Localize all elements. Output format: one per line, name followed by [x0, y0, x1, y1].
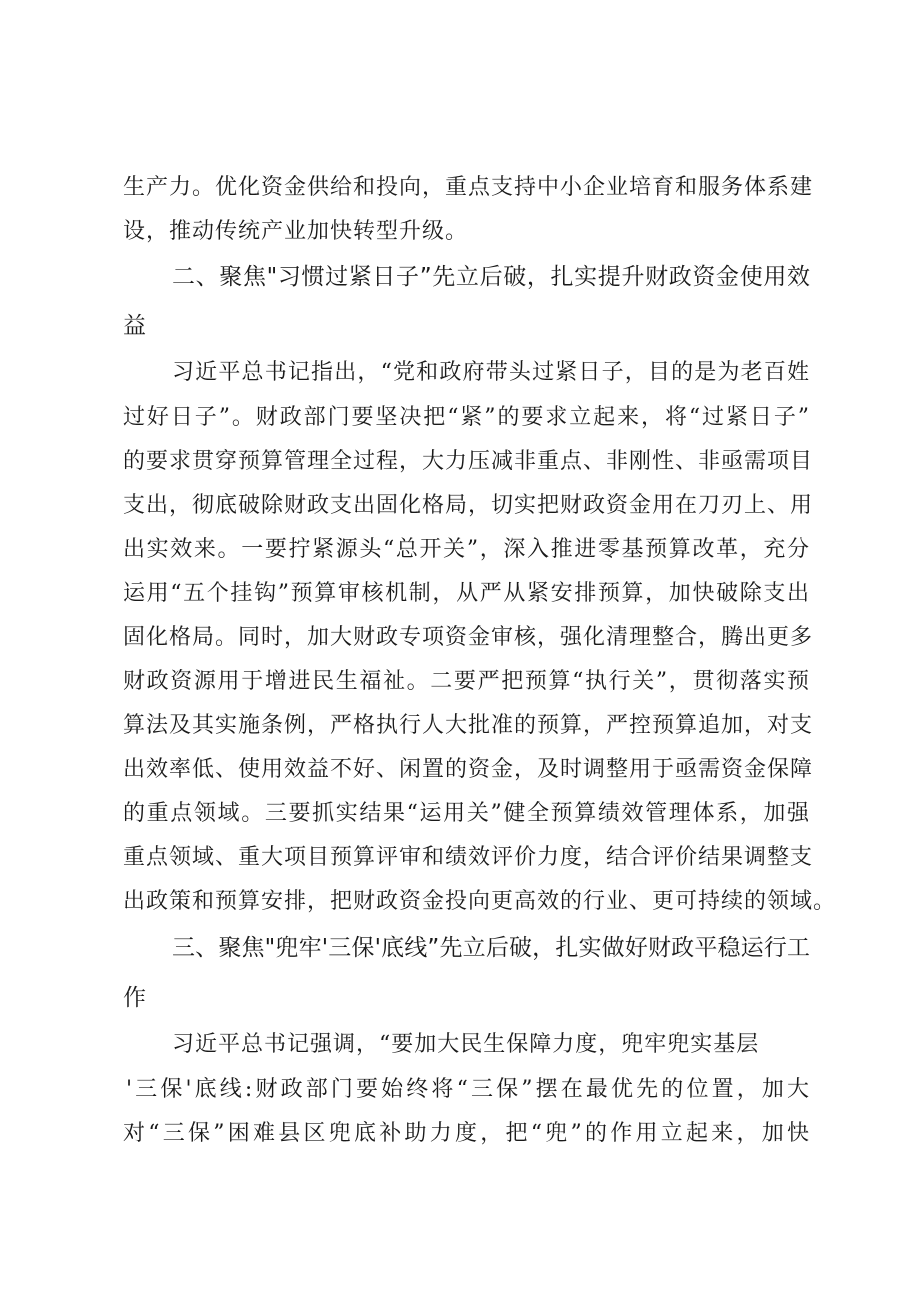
body-line-8: 运用“五个挂钩”预算审核机制，从严从紧安排预算，加快破除支出	[123, 581, 810, 606]
body-line-12: 出效率低、使用效益不好、闲置的资金，及时调整用于亟需资金保障	[123, 757, 814, 782]
body-line-10: 财政资源用于增进民生福祉。二要严把预算“执行关”，贯彻落实预	[123, 669, 810, 694]
body-line-1: 生产力。优化资金供给和投向，重点支持中小企业培育和服务体系建	[123, 175, 814, 200]
body-line-18: 对“三保”困难县区兜底补助力度，把“兜”的作用立起来，加快	[123, 1121, 810, 1146]
body-line-4: 过好日子”。财政部门要坚决把“紧”的要求立起来，将“过紧日子”	[123, 405, 810, 430]
section-heading-3-line-2: 作	[123, 985, 146, 1011]
body-line-14: 重点领域、重大项目预算评审和绩效评价力度，结合评价结果调整支	[123, 845, 814, 870]
body-line-11: 算法及其实施条例，严格执行人大批准的预算，严控预算追加，对支	[123, 713, 814, 738]
body-line-16: 习近平总书记强调，“要加大民生保障力度，兜牢兜实基层	[172, 1032, 760, 1057]
body-line-13: 的重点领域。三要抓实结果“运用关”健全预算绩效管理体系，加强	[123, 801, 810, 826]
section-heading-2-line-1: 二、聚焦"习惯过紧日子”先立后破，扎实提升财政资金使用效	[172, 264, 810, 290]
body-line-15: 出政策和预算安排，把财政资金投向更高效的行业、更可持续的领域。	[123, 889, 837, 914]
body-line-5: 的要求贯穿预算管理全过程，大力压减非重点、非刚性、非亟需项目	[123, 449, 814, 474]
body-line-17: '三保'底线:财政部门要始终将“三保”摆在最优先的位置，加大	[126, 1077, 810, 1102]
body-line-3: 习近平总书记指出，“党和政府带头过紧日子，目的是为老百姓	[172, 360, 810, 385]
body-line-6: 支出，彻底破除财政支出固化格局，切实把财政资金用在刀刃上、用	[123, 493, 814, 518]
body-line-9: 固化格局。同时，加大财政专项资金审核，强化清理整合，腾出更多	[123, 625, 814, 650]
body-line-7: 出实效来。一要拧紧源头“总开关”，深入推进零基预算改革，充分	[123, 537, 810, 562]
section-heading-3-line-1: 三、聚焦"兜牢'三保'底线”先立后破，扎实做好财政平稳运行工	[172, 935, 810, 961]
body-line-2: 设，推动传统产业加快转型升级。	[123, 219, 469, 244]
section-heading-2-line-2: 益	[123, 313, 146, 339]
